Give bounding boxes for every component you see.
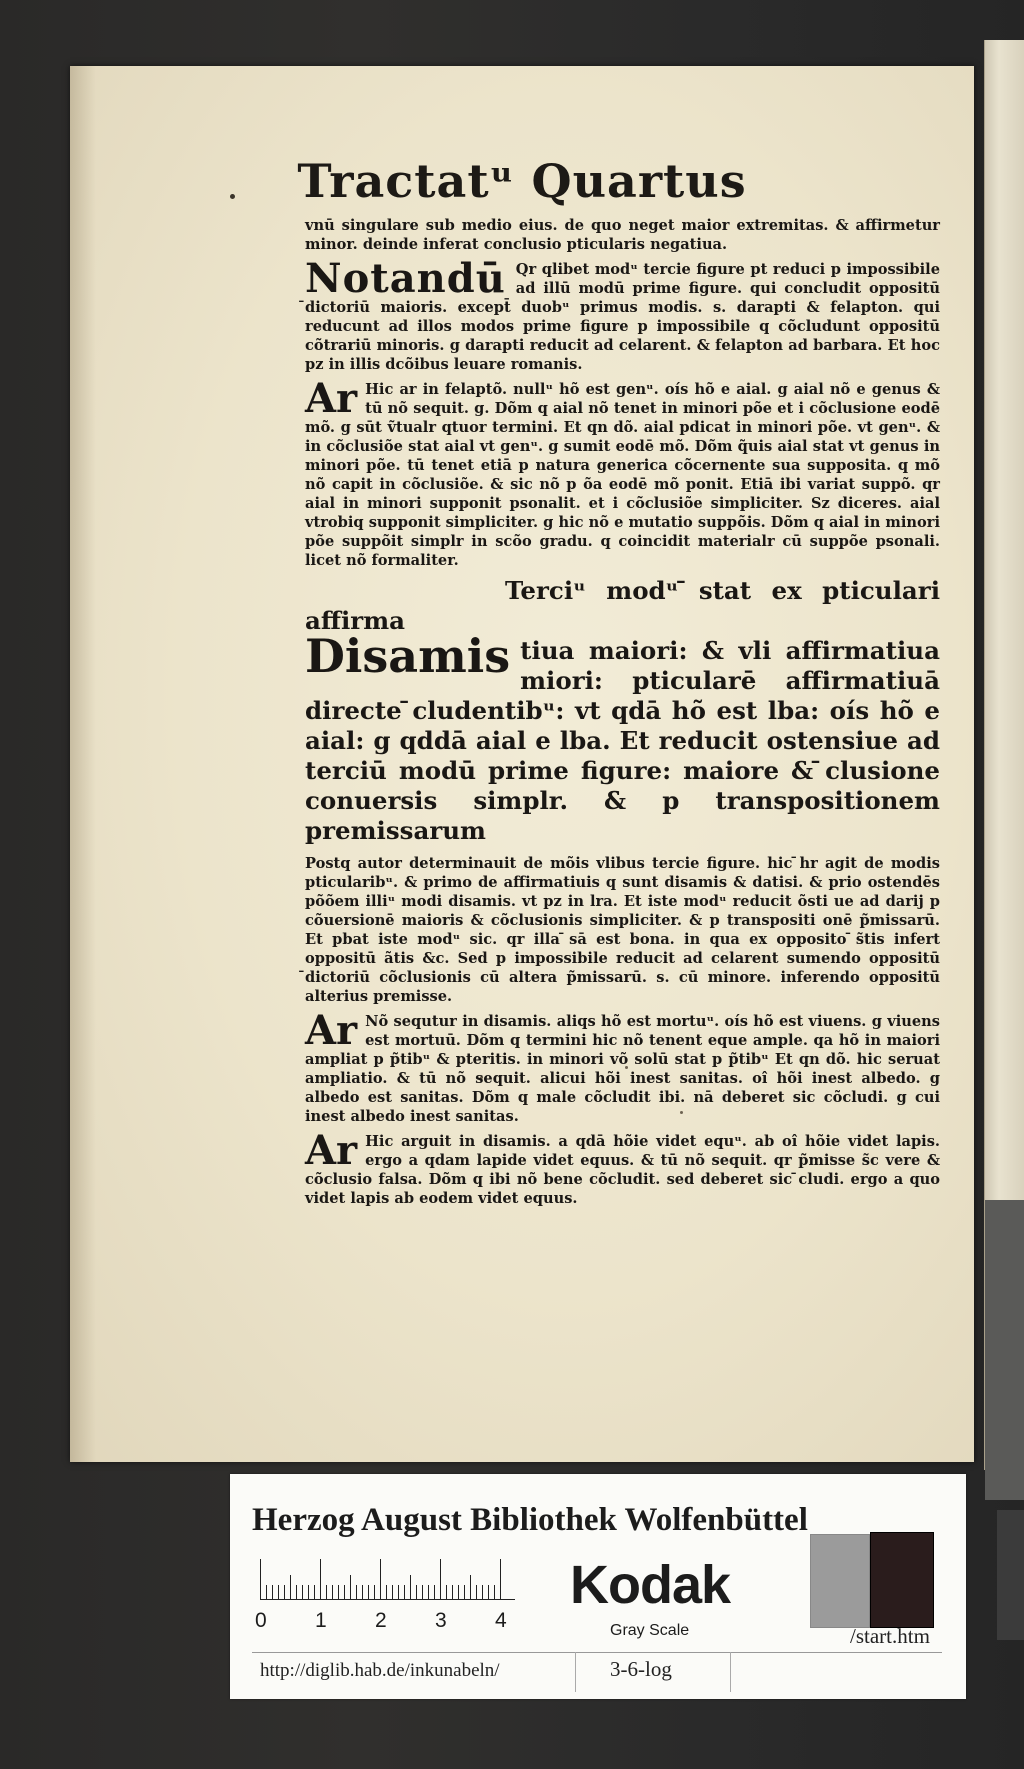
paragraph-commentary: Postq autor determinauit de mõis vlibus tercie figure. hic ̄hr agit de modis pticularibᵘ. & primo de affirmatiuis q sunt disamis & datisi. & prio ostendēs põõem illiᵘ modi disamis. vt pz in lra. Et iste modᵘ reducit õsti ue ad darij p cõuersionē maioris & cõclusionis simpliciter. & p transpositi onē p̃missarū. Et pbat iste modᵘ sic. qr illa ̄sā est bona. in qua ex opposito ̄s̃tis infert oppositū ãtis &c. Sed p impossibile reducit ad celarent sumendo oppositū ̄dictoriū cõclusionis cū altera p̃missarū. s. cū minore. inferendo oppositū alterius premisse. — [305, 855, 940, 1005]
book-page — [70, 66, 974, 1462]
institution-name: Herzog August Bibliothek Wolfenbüttel — [252, 1502, 808, 1538]
card-separator — [730, 1652, 731, 1692]
text-column — [305, 216, 940, 1214]
start-page-link: /start.htm — [850, 1624, 930, 1648]
disamis-definition — [305, 576, 940, 846]
rubric-ar: Ar — [305, 375, 358, 422]
ruler-numbers — [255, 1609, 540, 1635]
disamis-definition-body: tiua maiori: & vli affirmatiua miori: pticularē affirmatiuā directe ̄cludentibᵘ: vt qdā hõ est lba: oís hõ e aial: g qddā aial e lba. Et reducit ostensiue ad terciū modū prime figure: maiore & ̄clusione conuersis simplr. & p transpositionem premissarum — [305, 636, 940, 845]
scale-ruler — [260, 1559, 515, 1600]
ruler-number: 2 — [375, 1609, 387, 1632]
ruler-number: 1 — [315, 1609, 327, 1632]
paragraph-1: vnū singulare sub medio eius. de quo neget maior extremitas. & affirmetur minor. deinde inferat conclusio pticularis negatiua. — [305, 217, 940, 253]
paragraph-argument-equus-body: Hic arguit in disamis. a qdā hõie videt equᵘ. ab oî hõie videt lapis. ergo a qdam lapide videt equus. & tū nõ sequit. qr p̃misse s̃c vere & cõclusio falsa. Dõm q ibi nõ bene cõcludit. sed deberet sic ̄cludi. ergo a quo videt lapis ab eodem videt equus. — [305, 1133, 940, 1207]
rubric-notandum: Notandū — [305, 255, 506, 302]
gray-scale-label: Gray Scale — [610, 1622, 690, 1639]
adjacent-leaf-shadow — [985, 1200, 1024, 1500]
adjacent-card-edge — [997, 1510, 1024, 1640]
rubric-disamis: Disamis — [305, 629, 511, 683]
rubric-ar: Ar — [305, 1127, 358, 1174]
paragraph-argument-mortuus-body: Nõ sequtur in disamis. aliqs hõ est mortuᵘ. oís hõ est viuens. g viuens est mortuū. Dõm q termini hic nõ tenent eque ample. qa hõ in maiori ampliat p p̃tibᵘ & pteritis. in minori võ solū stat p p̃tibᵘ Et qn dõ. hic seruat ampliatio. & tū nõ sequit. alicui hõi inest sanitas. oî hõi inest albedo. g albedo est sanitas. Dõm q male cõcludit ibi. nā deberet sic cõcludi. g cui inest albedo inest sanitas. — [305, 1013, 940, 1125]
ruler-number: 3 — [435, 1609, 447, 1632]
card-separator — [575, 1652, 576, 1692]
gray-patch-dark — [870, 1532, 934, 1628]
paragraph-notandum — [305, 255, 940, 374]
shelfmark: 3-6-log — [610, 1657, 672, 1681]
disamis-lead-line: Terciᵘ modᵘ ̄stat ex pticulari affirma — [305, 576, 940, 635]
ruler-number: 4 — [495, 1609, 507, 1632]
gray-patch-light — [810, 1534, 870, 1628]
paragraph-notandum-body: Qr qlibet modᵘ tercie figure pt reduci p impossibile ad illū modū prime figure. qui concludit oppositū ̄dictoriū maioris. except̄ duobᵘ primus modis. s. darapti & felapton. qui reducunt ad illos modos prime figure p impossibile q cõcludunt oppositū cõtrariū minoris. g darapti reducit ad celarent. & felapton ad barbara. Et hoc pz in illis dcõibus leuare romanis. — [305, 261, 940, 373]
running-head: Tractatᵘ Quartus — [297, 154, 747, 208]
paragraph-argument-felapton-body: Hic ar in felaptõ. nullᵘ hõ est genᵘ. oís hõ e aial. g aial nõ e genus & tū nõ sequit. g. Dõm q aial nõ tenet in minori põe et i cõclusione eodē mõ. g sūt ṽtualr qtuor termini. Et qn dõ. aial pdicat in minori põe. vt genᵘ. & in cõclusiõe stat aial vt genᵘ. g sumit eodē mõ. Dõm q̃uis aial stat vt genus in minori põe. tū tenet etiā p natura generica cõcernente sua supposita. q mõ nõ capit in cõclusiõe. & sic nõ p õa eodē mõ ponit. Etiā ibi variat suppõ. qr aial in minori supponit psonalit. et i cõclusiõe simpliciter. Sz diceres. aial vtrobiq supponit simpliciter. g hic nõ e mutatio suppõis. Dõm q aial in minori põe suppõit simplr in scõo gradu. q coincidit materialr cū suppõe psonali. licet nõ formaliter. — [305, 381, 940, 569]
ruler-number: 0 — [255, 1609, 267, 1632]
paragraph-argument-equus — [305, 1127, 940, 1208]
adjacent-leaf — [984, 40, 1024, 1470]
paragraph-argument-felapton — [305, 375, 940, 570]
rubric-ar: Ar — [305, 1007, 358, 1054]
color-target-card — [230, 1474, 966, 1699]
card-divider — [252, 1652, 942, 1653]
paragraph-argument-mortuus — [305, 1007, 940, 1126]
source-url: http://diglib.hab.de/inkunabeln/ — [260, 1660, 500, 1681]
kodak-logo: Kodak — [570, 1555, 731, 1615]
